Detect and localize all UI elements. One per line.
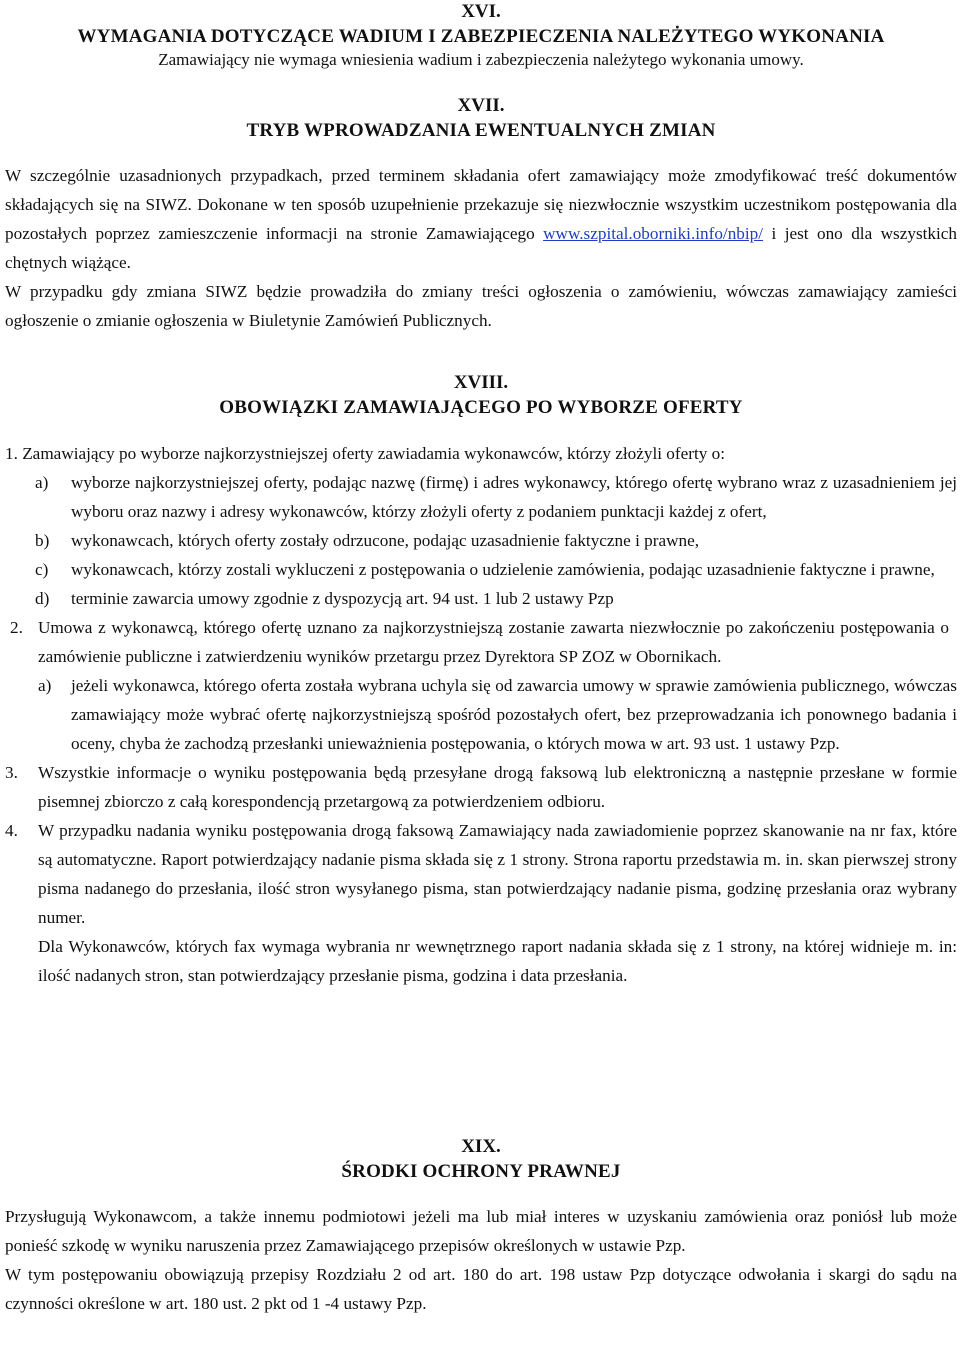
- item-4-extra: Dla Wykonawców, których fax wymaga wybrania nr wewnętrznego raport nadania składa się z 1 strony, na której widnieje m. in: ilość nadanych stron, stan potwierdzający przesłanie pisma, godzina i data przesłania.: [38, 937, 957, 985]
- item-1b-text: wykonawcach, których oferty zostały odrzucone, podając uzasadnienie faktyczne i prawne,: [71, 531, 700, 550]
- item-1b: [5, 526, 957, 555]
- item-3-label: 3.: [5, 763, 18, 782]
- item-1: 1. Zamawiający po wyborze najkorzystniejszej oferty zawiadamia wykonawców, którzy złożyli oferty o:: [5, 444, 726, 463]
- item-2a-label: a): [38, 676, 52, 695]
- item-3-text: Wszystkie informacje o wyniku postępowania będą przesyłane drogą faksową lub elektroniczną a następnie przesłane w formie pisemnej zbiorczo z całą korespondencją przetargową za potwierdzeniem odbioru.: [38, 763, 957, 811]
- item-1d-text: terminie zawarcia umowy zgodnie z dyspozycją art. 94 ust. 1 lub 2 ustawy Pzp: [71, 589, 614, 608]
- item-2a-text: jeżeli wykonawca, którego oferta została wybrana uchyla się od zawarcia umowy w sprawie zamówienia publicznego, wówczas zamawiający może wybrać ofertę najkorzystniejszą spośród pozostałych ofert, bez przeprowadzania ich ponownego badania i oceny, chyba że zachodzą przesłanki unieważnienia postępowania, o których mowa w art. 93 ust. 1 ustawy Pzp.: [71, 676, 957, 753]
- item-1a-text: wyborze najkorzystniejszej oferty, podając nazwę (firmę) i adres wykonawcy, którego ofertę wybrano wraz z uzasadnieniem jej wyboru oraz nazwy i adresy wykonawców, którzy złożyli oferty z podaniem punktacji każdej z ofert,: [71, 473, 957, 521]
- section-17-title: TRYB WPROWADZANIA EWENTUALNYCH ZMIAN: [246, 120, 716, 141]
- item-1c-label: c): [35, 560, 49, 579]
- section-16-number: XVI.: [461, 1, 501, 22]
- item-4-label: 4.: [5, 821, 18, 840]
- item-1a: [5, 468, 957, 526]
- item-4: [5, 816, 957, 932]
- item-4-text: W przypadku nadania wyniku postępowania drogą faksową Zamawiający nada zawiadomienie poprzez skanowanie na nr fax, które są automatyczne. Raport potwierdzający nadanie pisma składa się z 1 strony. Strona raportu przedstawia m. in. skan pierwszej strony pisma nadanego do przesłania, ilość stron wysyłanego pisma, stan potwierdzający nadanie pisma, godzinę przesłania oraz wybrany numer.: [38, 821, 957, 927]
- section-19-title: ŚRODKI OCHRONY PRAWNEJ: [341, 1161, 621, 1182]
- item-2-label: 2.: [10, 618, 23, 637]
- section-16-text: Zamawiający nie wymaga wniesienia wadium i zabezpieczenia należytego wykonania umowy.: [158, 50, 804, 69]
- item-2: [5, 613, 957, 671]
- bip-link[interactable]: www.szpital.oborniki.info/nbip/: [543, 224, 764, 243]
- item-1d-label: d): [35, 589, 50, 608]
- section-17-paragraph-1: [5, 161, 957, 277]
- item-1c-text: wykonawcach, którzy zostali wykluczeni z postępowania o udzielenie zamówienia, podając uzasadnienie faktyczne i prawne,: [71, 560, 935, 579]
- section-17-paragraph-1-text: W szczególnie uzasadnionych przypadkach, przed terminem składania ofert zamawiający może zmodyfikować treść dokumentów składających się na SIWZ. Dokonane w ten sposób uzupełnienie przekazuje się niezwłocznie wszystkim uczestnikom postępowania dla pozostałych poprzez zamieszczenie informacji na stronie Zamawiającego: [5, 166, 957, 243]
- section-18: [5, 372, 957, 990]
- section-19-paragraph-2: W tym postępowaniu obowiązują przepisy Rozdziału 2 od art. 180 do art. 198 ustaw Pzp dotyczące odwołania i skargi do sądu na czynności określone w art. 180 ust. 2 pkt od 1 -4 ustawy Pzp.: [5, 1265, 957, 1313]
- section-17-paragraph-2: W przypadku gdy zmiana SIWZ będzie prowadziła do zmiany treści ogłoszenia o zamówieniu, wówczas zamawiający zamieści ogłoszenie o zmianie ogłoszenia w Biuletynie Zamówień Publicznych.: [5, 282, 957, 330]
- item-1b-label: b): [35, 531, 50, 550]
- section-16: [5, 0, 957, 71]
- item-1d: [5, 584, 957, 613]
- item-1c: [5, 555, 957, 584]
- item-2-text: Umowa z wykonawcą, którego ofertę uznano za najkorzystniejszą zostanie zawarta niezwłocznie po zakończeniu postępowania o zamówienie publiczne i zatwierdzeniu wyników przetargu przez Dyrektora SP ZOZ w Obornikach.: [38, 618, 949, 666]
- section-17: [5, 95, 957, 335]
- item-1a-label: a): [35, 473, 49, 492]
- section-17-number: XVII.: [457, 95, 505, 116]
- section-18-number: XVIII.: [453, 372, 509, 393]
- section-19: [5, 1136, 957, 1318]
- item-2a: [5, 671, 957, 758]
- section-17-paragraph-1-tail: i jest ono dla wszystkich chętnych wiążące.: [5, 224, 958, 272]
- section-19-number: XIX.: [461, 1136, 501, 1157]
- item-3: [5, 758, 957, 816]
- section-16-title: WYMAGANIA DOTYCZĄCE WADIUM I ZABEZPIECZENIA NALEŻYTEGO WYKONANIA: [77, 26, 885, 47]
- section-18-title: OBOWIĄZKI ZAMAWIAJĄCEGO PO WYBORZE OFERTY: [219, 397, 743, 418]
- section-19-paragraph-1: Przysługują Wykonawcom, a także innemu podmiotowi jeżeli ma lub miał interes w uzyskaniu zamówienia oraz poniósł lub może ponieść szkodę w wyniku naruszenia przez Zamawiającego przepisów określonych w ustawie Pzp.: [5, 1207, 957, 1255]
